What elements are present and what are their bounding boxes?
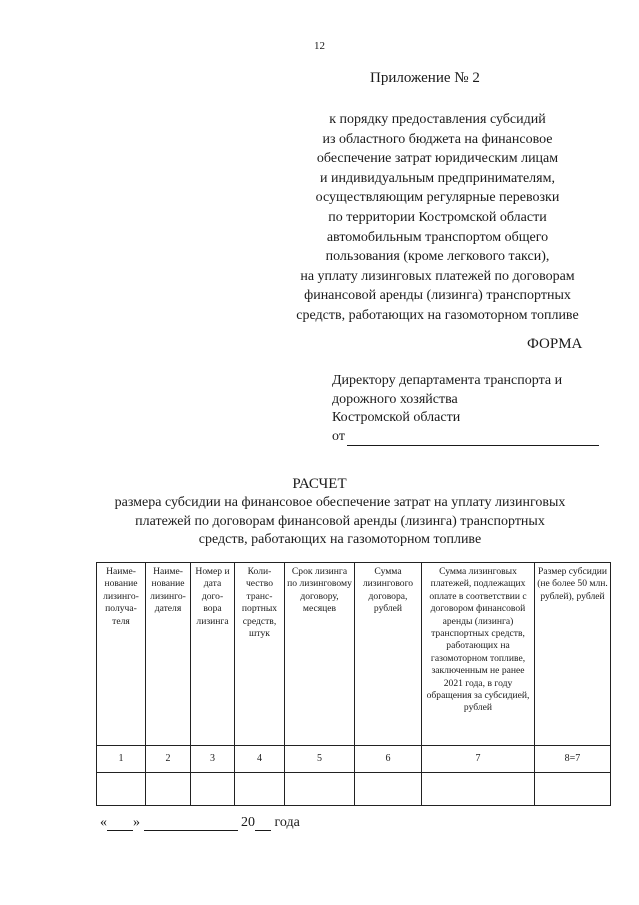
column-number: 2 [146,746,191,773]
addressee-block [332,372,599,446]
appendix-line: из областного бюджета на финансовое [322,131,553,147]
header-recipient: Наиме- нование лизинго- получа- теля [97,563,146,746]
table-cell[interactable] [97,773,146,806]
year-suffix: года [274,815,300,830]
year-prefix: 20 [241,815,255,830]
subtitle-line: платежей по договорам финансовой аренды (лизинга) транспортных [135,513,545,529]
appendix-body [240,110,635,326]
form-label: ФОРМА [527,336,583,352]
addressee-line: Директору департамента транспорта и [332,373,563,388]
table-number-row [97,746,611,773]
from-blank-field[interactable] [347,431,599,446]
appendix-title: Приложение № 2 [370,70,480,86]
header-payments-sum: Сумма лизинговых платежей, подлежащих оплате в соответствии с договором финансовой аренды (лизинга) транспортных средств, работающих на газомоторном топливе, заключенным не ранее 2021 года, в году обращения за субсидией, рублей [422,563,535,746]
table-row [97,773,611,806]
header-contract-sum: Сумма лизингового договора, рублей [355,563,422,746]
table-cell[interactable] [191,773,235,806]
appendix-line: автомобильным транспортом общего [326,229,549,245]
appendix-line: средств, работающих на газомоторном топливе [296,307,579,323]
subtitle-line: средств, работающих на газомоторном топливе [198,532,482,547]
table-cell[interactable] [285,773,355,806]
header-contract: Номер и дата дого- вора лизинга [191,563,235,746]
calculation-subtitle [80,494,600,550]
table-header-row [97,563,611,746]
addressee-line: Костромской области [332,410,461,425]
appendix-line: на уплату лизинговых платежей по договорам [300,268,575,284]
table-cell[interactable] [235,773,285,806]
calculation-table [96,562,611,806]
column-number: 6 [355,746,422,773]
table-cell[interactable] [146,773,191,806]
column-number: 5 [285,746,355,773]
table-cell[interactable] [422,773,535,806]
column-number: 7 [422,746,535,773]
header-vehicle-count: Коли- чество транс- портных средств, штук [235,563,285,746]
header-subsidy-size: Размер субсидии (не более 50 млн. рублей), рублей [535,563,611,746]
from-label: от [332,428,345,444]
year-blank-field[interactable] [255,816,271,831]
appendix-line: по территории Костромской области [328,209,547,225]
appendix-line: финансовой аренды (лизинга) транспортных [304,288,571,304]
appendix-line: обеспечение затрат юридическим лицам [316,151,559,167]
column-number: 1 [97,746,146,773]
month-blank-field[interactable] [144,816,238,831]
close-quote: » [133,815,140,830]
subtitle-line: размера субсидии на финансовое обеспечение затрат на уплату лизинговых [114,495,566,510]
appendix-line: осуществляющим регулярные перевозки [315,190,560,206]
date-line [100,815,300,831]
appendix-line: и индивидуальным предпринимателям, [320,170,555,186]
from-row [332,428,599,447]
column-number: 4 [235,746,285,773]
day-blank-field[interactable] [107,816,133,831]
appendix-line: пользования (кроме легкового такси), [325,249,550,265]
open-quote: « [100,815,107,830]
page-number: 12 [314,40,325,52]
header-lessor: Наиме- нование лизинго- дателя [146,563,191,746]
appendix-line: к порядку предоставления субсидий [329,112,546,127]
table-cell[interactable] [355,773,422,806]
column-number: 8=7 [535,746,611,773]
addressee-line: дорожного хозяйства [332,391,458,407]
table-cell[interactable] [535,773,611,806]
column-number: 3 [191,746,235,773]
calculation-title: РАСЧЕТ [292,476,347,492]
header-lease-term: Срок лизинга по лизинговому договору, месяцев [285,563,355,746]
